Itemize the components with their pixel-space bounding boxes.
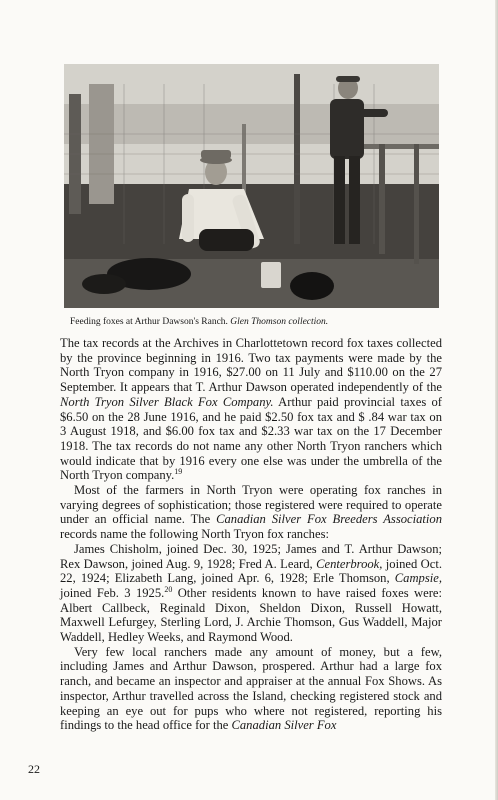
text-run: Most of the farmers in North Tryon were operating fox ranches in varying degrees of sophistication; those registered were required to operate under an official name. The (60, 483, 442, 527)
paragraph-2 (60, 483, 442, 542)
photo-illustration (64, 64, 439, 308)
photograph (64, 64, 439, 308)
italic-text: Campsie, (394, 571, 442, 586)
paragraph-4 (60, 645, 442, 733)
paragraph-3 (60, 542, 442, 645)
footnote-ref: 20 (164, 584, 173, 594)
photo-caption (70, 316, 440, 328)
italic-text: North Tryon Silver Black Fox Company. (60, 394, 274, 409)
text-run: joined Oct. 22, 1924; Elizabeth Lang, joined Apr. 6, 1928; Erle Thomson, (60, 556, 443, 586)
caption-text: Feeding foxes at Arthur Dawson's Ranch. (70, 317, 231, 327)
text-run: James Chisholm, joined Dec. 30, 1925; James and T. Arthur Dawson; Rex Dawson, joined Aug. 9, 1928; Fred A. Leard, (60, 541, 442, 571)
footnote-ref: 19 (174, 467, 183, 477)
text-run: records name the following North Tryon fox ranches: (60, 527, 329, 542)
italic-text: Canadian Silver Fox Breeders Association (216, 512, 442, 527)
text-run: joined Feb. 3 1925. (60, 585, 165, 600)
text-run: Very few local ranchers made any amount of money, but a few, including James and Arthur Dawson, prospered. Arthur had a large fox ranch, and became an inspector and appraiser at the annual Fox Shows. As inspector, Arthur travelled across the Island, checking registered stock and keeping an eye out for pups who where not registered, reporting his findings to the head office for the (60, 644, 442, 733)
page-number: 22 (28, 762, 40, 776)
feeding-can (261, 262, 281, 288)
italic-text: Centerbrook, (316, 556, 383, 571)
text-run: The tax records at the Archives in Charlottetown record fox taxes collected by the province beginning in 1916. Two tax payments were made by the North Tryon company in 1916, $27.00 on 11 July and $110.00 on the 27 September. It appears that T. Arthur Dawson operated independently of the (60, 336, 442, 395)
body-text (60, 336, 442, 733)
text-run: Arthur paid provincial taxes of $6.50 on the 28 June 1916, and he paid $2.50 fox tax and $ .84 war tax on 3 August 1918, and $6.00 fox tax and $2.33 war tax on the 17 December 1918. The tax records do not name any other North Tryon ranchers which would indicate that by 1916 every one else was under the umbrella of the North Tryon company. (60, 394, 442, 483)
text-run: Other residents known to have raised foxes were: Albert Callbeck, Reginald Dixon, Sheldon Dixon, Russell Howatt, Maxwell Lefurgey, Sterling Lord, J. Archie Thomson, Gus Waddell, Major Waddell, Hedley Weeks, and Raymond Wood. (60, 585, 442, 645)
italic-text: Canadian Silver Fox (231, 718, 337, 733)
fox-right (290, 272, 334, 300)
paragraph-1 (60, 336, 442, 483)
caption-credit: Glen Thomson collection. (230, 317, 329, 327)
